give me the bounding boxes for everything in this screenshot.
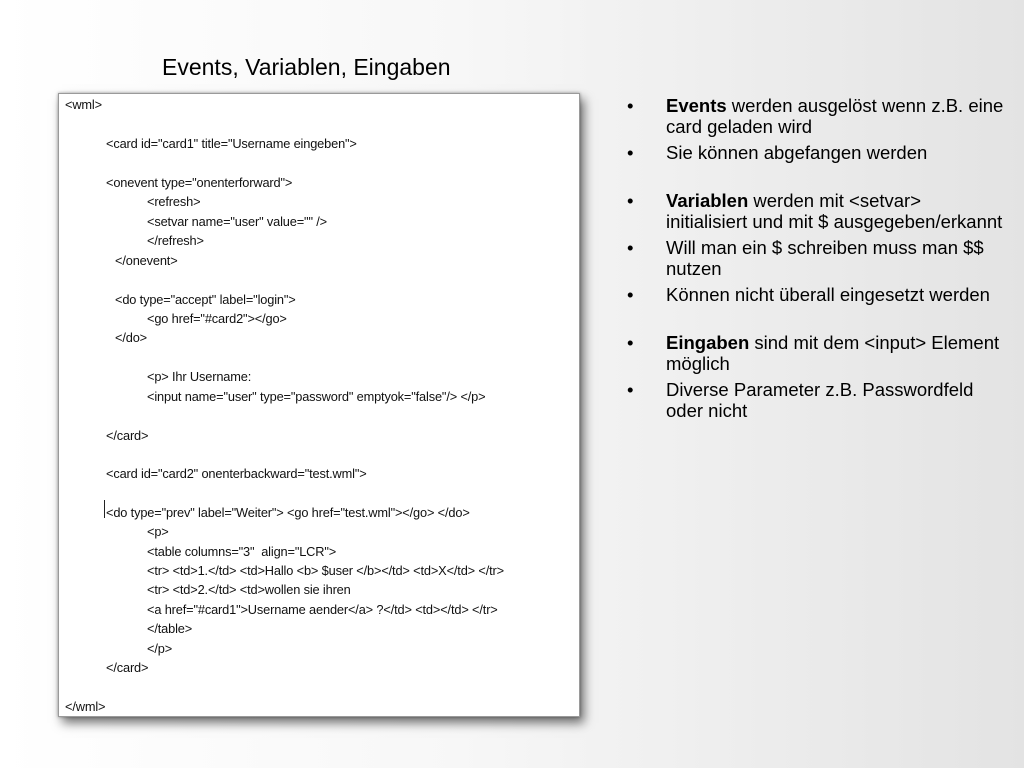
bullet-item-eingaben xyxy=(627,332,1007,374)
bullet-keyword: Variablen xyxy=(666,190,749,211)
bullet-text: werden ausgelöst wenn z.B. eine card geladen wird xyxy=(666,95,1004,137)
code-line: </onevent> xyxy=(115,253,178,268)
code-line: <p> Ihr Username: xyxy=(147,369,252,384)
code-line: <p> xyxy=(147,524,169,539)
code-line: <input name="user" type="password" emptyok="false"/> </p> xyxy=(147,389,486,404)
code-line: <onevent type="onenterforward"> xyxy=(106,175,293,190)
bullet-text: Können nicht überall eingesetzt werden xyxy=(666,284,990,305)
bullet-text: Will man ein $ schreiben muss man $$ nutzen xyxy=(666,237,984,279)
bullet-text: Sie können abgefangen werden xyxy=(666,142,928,163)
code-line: <table columns="3" align="LCR"> xyxy=(147,544,337,559)
code-line: <card id="card2" onenterbackward="test.wml"> xyxy=(106,466,367,481)
bullet-marker: • xyxy=(627,142,634,163)
bullet-item-events xyxy=(627,95,1007,137)
bullet-item-dollar xyxy=(627,237,1007,279)
bullet-marker: • xyxy=(627,379,634,400)
code-line: <card id="card1" title="Username eingeben"> xyxy=(106,136,357,151)
code-listing-panel xyxy=(58,93,580,717)
bullet-keyword: Events xyxy=(666,95,727,116)
code-line: <wml> xyxy=(65,97,102,112)
code-line: <refresh> xyxy=(147,194,201,209)
code-line: <do type="prev" label="Weiter"> <go href="test.wml"></go> </do> xyxy=(106,505,470,520)
bullet-marker: • xyxy=(627,237,634,258)
code-line: </do> xyxy=(115,330,147,345)
code-line: <tr> <td>2.</td> <td>wollen sie ihren xyxy=(147,582,351,597)
slide-title: Events, Variablen, Eingaben xyxy=(162,54,451,80)
bullet-text: Diverse Parameter z.B. Passwordfeld oder nicht xyxy=(666,379,974,421)
bullet-item-variablen xyxy=(627,190,1007,232)
code-line: <do type="accept" label="login"> xyxy=(115,292,296,307)
bullet-item-restriction xyxy=(627,284,1007,305)
bullet-list xyxy=(627,95,1007,421)
bullet-item-parameter xyxy=(627,379,1007,421)
code-line: <go href="#card2"></go> xyxy=(147,311,287,326)
code-line: </table> xyxy=(147,621,193,636)
code-line: <setvar name="user" value="" /> xyxy=(147,214,327,229)
bullet-marker: • xyxy=(627,332,634,353)
bullet-marker: • xyxy=(627,190,634,211)
bullet-text: werden mit <setvar> initialisiert und mit $ ausgegeben/erkannt xyxy=(666,190,1003,232)
code-line: </p> xyxy=(147,641,173,656)
code-line: <tr> <td>1.</td> <td>Hallo <b> $user </b></td> <td>X</td> </tr> xyxy=(147,563,504,578)
code-line: </refresh> xyxy=(147,233,204,248)
code-line: </card> xyxy=(106,660,149,675)
code-line: </card> xyxy=(106,428,149,443)
bullet-text: sind mit dem <input> Element möglich xyxy=(666,332,1000,374)
bullet-item-catch xyxy=(627,142,1007,163)
bullet-marker: • xyxy=(627,95,634,116)
code-line: </wml> xyxy=(65,699,106,714)
bullet-marker: • xyxy=(627,284,634,305)
bullet-keyword: Eingaben xyxy=(666,332,750,353)
code-line: <a href="#card1">Username aender</a> ?</td> <td></td> </tr> xyxy=(147,602,498,617)
